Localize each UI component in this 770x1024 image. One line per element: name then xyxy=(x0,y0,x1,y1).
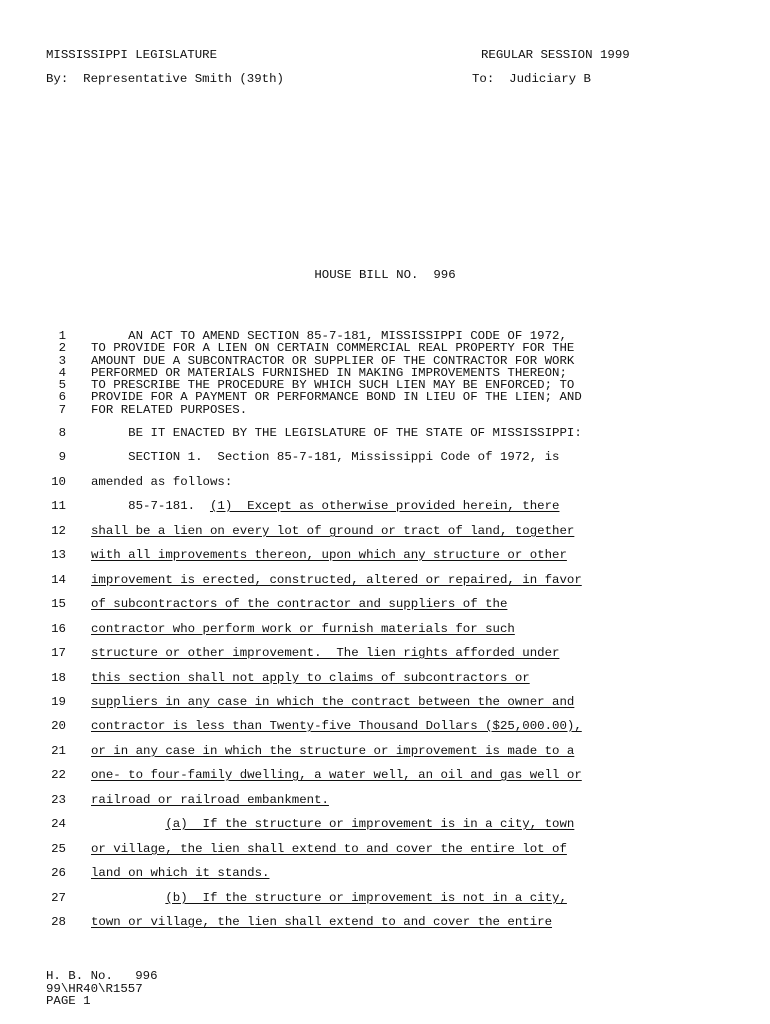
line-number: 9 xyxy=(58,450,66,464)
session-header: REGULAR SESSION 1999 xyxy=(481,48,630,62)
line-number: 20 xyxy=(51,719,66,733)
line-number: 7 xyxy=(58,402,66,417)
line-number: 28 xyxy=(51,915,66,929)
legislature-header: MISSISSIPPI LEGISLATURE xyxy=(46,48,218,62)
line-number: 1 xyxy=(58,329,66,343)
underlined-new-text: this section shall not apply to claims of subcontractors or xyxy=(91,671,530,685)
underlined-new-text: with all improvements thereon, upon which any structure or other xyxy=(91,548,567,562)
line-number: 23 xyxy=(51,793,66,807)
footer-bill-number: H. B. No. 996 xyxy=(46,969,158,983)
bill-text-line xyxy=(91,426,701,440)
act-title-line: PROVIDE FOR A PAYMENT OR PERFORMANCE BOND IN LIEU OF THE LIEN; AND xyxy=(91,390,582,405)
line-number: 15 xyxy=(51,597,66,611)
bill-text-line xyxy=(91,891,701,905)
line-number: 11 xyxy=(51,499,66,513)
underlined-new-text: shall be a lien on every lot of ground or tract of land, together xyxy=(91,524,575,538)
act-title-line: FOR RELATED PURPOSES. xyxy=(91,402,248,417)
line-number: 17 xyxy=(51,646,66,660)
line-number: 21 xyxy=(51,744,66,758)
act-title-line: AMOUNT DUE A SUBCONTRACTOR OR SUPPLIER OF THE CONTRACTOR FOR WORK xyxy=(91,353,575,368)
underlined-new-text: contractor is less than Twenty-five Thousand Dollars ($25,000.00), xyxy=(91,719,582,733)
footer-page-number: PAGE 1 xyxy=(46,994,91,1008)
underlined-new-text: town or village, the lien shall extend to and cover the entire xyxy=(91,915,553,929)
bill-text-line xyxy=(91,450,701,464)
underlined-new-text: of subcontractors of the contractor and suppliers of the xyxy=(91,597,508,611)
line-number: 6 xyxy=(58,390,66,405)
line-number: 27 xyxy=(51,891,66,905)
line-number: 18 xyxy=(51,671,66,685)
bill-text-line xyxy=(91,793,701,807)
underlined-new-text: or in any case in which the structure or improvement is made to a xyxy=(91,744,575,758)
line-number: 8 xyxy=(58,426,66,440)
bill-text-line xyxy=(91,719,701,733)
line-number: 3 xyxy=(58,353,66,368)
underlined-new-text: or village, the lien shall extend to and cover the entire lot of xyxy=(91,842,567,856)
bill-text-line xyxy=(91,597,701,611)
plain-text: SECTION 1. Section 85-7-181, Mississippi Code of 1972, is xyxy=(91,450,560,464)
line-number: 2 xyxy=(58,341,66,356)
plain-text xyxy=(91,891,165,905)
bill-text-line xyxy=(91,671,701,685)
act-title-line: PERFORMED OR MATERIALS FURNISHED IN MAKING IMPROVEMENTS THEREON; xyxy=(91,365,567,380)
underlined-new-text: (b) If the structure or improvement is not in a city, xyxy=(165,891,567,905)
bill-text-line xyxy=(91,622,701,636)
bill-text-line xyxy=(91,768,701,782)
underlined-new-text: structure or other improvement. The lien rights afforded under xyxy=(91,646,560,660)
bill-text-line xyxy=(91,475,701,489)
bill-text-line xyxy=(91,548,701,562)
line-number: 16 xyxy=(51,622,66,636)
underlined-new-text: (1) Except as otherwise provided herein, there xyxy=(209,499,560,513)
sponsor-line: By: Representative Smith (39th) xyxy=(46,72,284,86)
underlined-new-text: contractor who perform work or furnish materials for such xyxy=(91,622,515,636)
page-footer xyxy=(46,970,158,1008)
line-number: 10 xyxy=(51,475,66,489)
bill-text-line xyxy=(91,744,701,758)
line-number: 22 xyxy=(51,768,66,782)
plain-text xyxy=(91,817,165,831)
plain-text: 85-7-181. xyxy=(91,499,210,513)
bill-title: HOUSE BILL NO. 996 xyxy=(314,268,456,282)
bill-text-line xyxy=(91,499,701,513)
bill-text-line xyxy=(91,524,701,538)
underlined-new-text: railroad or railroad embankment. xyxy=(91,793,329,807)
bill-text-line xyxy=(91,646,701,660)
bill-text-line xyxy=(91,915,701,929)
line-number: 5 xyxy=(58,378,66,393)
underlined-new-text: suppliers in any case in which the contract between the owner and xyxy=(91,695,575,709)
plain-text: BE IT ENACTED BY THE LEGISLATURE OF THE STATE OF MISSISSIPPI: xyxy=(91,426,582,440)
bill-text-line xyxy=(91,866,701,880)
bill-text-line xyxy=(91,695,701,709)
act-title-line: TO PROVIDE FOR A LIEN ON CERTAIN COMMERCIAL REAL PROPERTY FOR THE xyxy=(91,341,575,356)
line-number: 24 xyxy=(51,817,66,831)
line-number: 19 xyxy=(51,695,66,709)
plain-text: amended as follows: xyxy=(91,475,233,489)
act-title-line-numbers xyxy=(40,330,66,416)
underlined-new-text: (a) If the structure or improvement is in a city, town xyxy=(165,817,575,831)
act-title xyxy=(91,330,582,416)
underlined-new-text: one- to four-family dwelling, a water well, an oil and gas well or xyxy=(91,768,582,782)
line-number: 13 xyxy=(51,548,66,562)
line-number: 12 xyxy=(51,524,66,538)
act-title-line: TO PRESCRIBE THE PROCEDURE BY WHICH SUCH LIEN MAY BE ENFORCED; TO xyxy=(91,378,575,393)
bill-text-line xyxy=(91,817,701,831)
line-number: 14 xyxy=(51,573,66,587)
underlined-new-text: improvement is erected, constructed, altered or repaired, in favor xyxy=(91,573,582,587)
line-number: 26 xyxy=(51,866,66,880)
bill-text-line xyxy=(91,573,701,587)
committee-line: To: Judiciary B xyxy=(472,72,591,86)
underlined-new-text: land on which it stands. xyxy=(91,866,270,880)
bill-text-line xyxy=(91,842,701,856)
line-number: 4 xyxy=(58,365,66,380)
act-title-line: AN ACT TO AMEND SECTION 85-7-181, MISSISSIPPI CODE OF 1972, xyxy=(91,329,567,343)
footer-document-code: 99\HR40\R1557 xyxy=(46,981,143,996)
line-number: 25 xyxy=(51,842,66,856)
